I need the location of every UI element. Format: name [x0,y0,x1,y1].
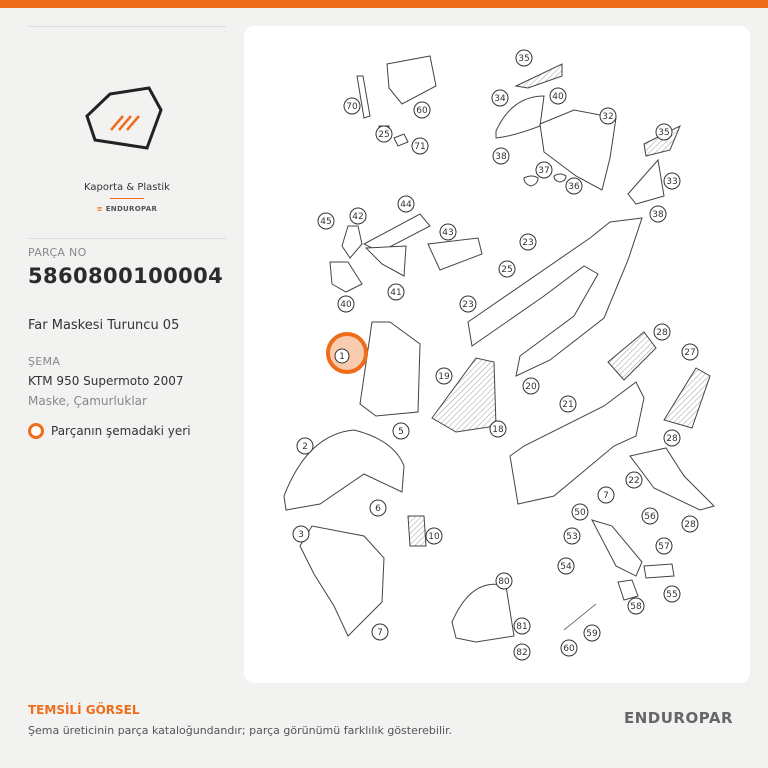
svg-text:20: 20 [525,382,537,392]
svg-text:25: 25 [501,265,513,275]
callout-38b [650,206,666,222]
callout-10 [426,528,442,544]
callout-72 [412,138,428,154]
svg-text:2: 2 [302,442,308,452]
part-number-label: PARÇA NO [28,246,87,259]
svg-text:56: 56 [644,512,656,522]
svg-text:81: 81 [516,622,528,632]
callout-37 [550,88,566,104]
svg-text:54: 54 [560,562,572,572]
callout-80 [496,573,512,589]
svg-text:71: 71 [414,142,426,152]
callout-24b [499,261,515,277]
top-accent-bar [0,0,768,8]
svg-text:40: 40 [340,300,352,310]
svg-text:50: 50 [574,508,586,518]
svg-text:38: 38 [495,152,507,162]
svg-text:53: 53 [566,532,578,542]
callout-30 [600,108,616,124]
callout-25b [682,516,698,532]
svg-text:33: 33 [666,177,678,187]
legend-text: Parçanın şemadaki yeri [51,424,191,438]
body-panel-icon [67,70,187,170]
callout-33 [656,124,672,140]
divider-mid [28,238,226,239]
svg-text:7: 7 [377,628,383,638]
part-number: 5860800100004 [28,264,224,288]
footer-note: Şema üreticinin parça kataloğundandır; parça görünümü farklılık gösterebilir. [28,724,453,737]
callout-19 [436,368,452,384]
svg-text:10: 10 [428,532,440,542]
orange-ring-icon [28,423,44,439]
callout-55 [664,586,680,602]
callout-22 [626,472,642,488]
svg-text:55: 55 [666,590,678,600]
svg-text:42: 42 [352,212,364,222]
callout-31 [664,173,680,189]
brand-small-text: ENDUROPAR [105,205,158,213]
callout-24a [376,126,392,142]
svg-text:3: 3 [298,530,304,540]
svg-text:57: 57 [658,542,670,552]
callout-5 [393,423,409,439]
callout-23b [460,296,476,312]
callout-18 [490,421,506,437]
callout-45 [318,213,334,229]
svg-text:80: 80 [498,577,510,587]
callout-27 [682,344,698,360]
callout-57 [656,538,672,554]
exploded-parts-diagram[interactable] [244,26,750,683]
callout-71 [344,98,360,114]
svg-text:28: 28 [656,328,668,338]
footer-title: TEMSİLİ GÖRSEL [28,703,140,717]
svg-text:38: 38 [652,210,664,220]
svg-text:28: 28 [684,520,696,530]
callout-21 [560,396,576,412]
svg-text:23: 23 [462,300,474,310]
svg-text:28: 28 [666,434,678,444]
svg-text:27: 27 [684,348,696,358]
category-title: Kaporta & Plastik [84,182,170,193]
highlighted-part-number: 1 [339,352,345,362]
svg-text:34: 34 [494,94,506,104]
callout-53 [564,528,580,544]
svg-text:23: 23 [522,238,534,248]
callout-36 [536,162,552,178]
divider-top [28,26,226,27]
svg-text:58: 58 [630,602,642,612]
callout-38a [493,148,509,164]
svg-text:82: 82 [516,648,528,658]
callout-3 [293,526,309,542]
callout-6 [370,500,386,516]
callout-40 [338,296,354,312]
callout-7b [372,624,388,640]
svg-text:59: 59 [586,629,598,639]
footer-brand: ENDUROPAR [624,709,734,727]
schema-categories: Maske, Çamurluklar [28,394,147,408]
svg-text:37: 37 [538,166,550,176]
callout-34 [516,50,532,66]
parts-diagram-panel[interactable] [244,26,750,683]
callout-50 [572,504,588,520]
svg-text:18: 18 [492,425,504,435]
callout-82 [514,644,530,660]
svg-text:35: 35 [658,128,670,138]
highlighted-part-marker[interactable] [328,334,366,372]
svg-text:60: 60 [563,644,575,654]
svg-text:60: 60 [416,106,428,116]
svg-text:36: 36 [568,182,580,192]
svg-text:32: 32 [602,112,614,122]
svg-text:35: 35 [518,54,530,64]
svg-text:7: 7 [603,491,609,501]
svg-text:6: 6 [375,504,381,514]
svg-text:19: 19 [438,372,450,382]
callout-20 [523,378,539,394]
svg-text:40: 40 [552,92,564,102]
callout-59 [584,625,600,641]
vehicle-model: KTM 950 Supermoto 2007 [28,374,184,388]
callout-23a [520,234,536,250]
svg-text:43: 43 [442,228,454,238]
callout-2 [297,438,313,454]
category-underline [110,198,144,199]
svg-text:44: 44 [400,200,412,210]
callout-7a [598,487,614,503]
callout-56 [642,508,658,524]
callout-81 [514,618,530,634]
callout-70 [414,102,430,118]
callout-60 [561,640,577,656]
location-legend [28,423,191,439]
callout-44 [398,196,414,212]
callout-58 [628,598,644,614]
svg-text:70: 70 [346,102,358,112]
callout-35 [566,178,582,194]
callout-41 [388,284,404,300]
callout-43 [440,224,456,240]
svg-text:41: 41 [390,288,402,298]
svg-text:45: 45 [320,217,332,227]
schema-label: ŞEMA [28,355,61,368]
callout-28 [654,324,670,340]
svg-text:5: 5 [398,427,404,437]
svg-text:22: 22 [628,476,640,486]
part-name: Far Maskesi Turuncu 05 [28,318,180,333]
brand-mark-icon: ≡ [96,205,106,213]
callout-42 [350,208,366,224]
svg-text:21: 21 [562,400,574,410]
brand-small-logo [28,205,226,213]
svg-text:25: 25 [378,130,390,140]
callout-25a [664,430,680,446]
callout-54 [558,558,574,574]
callout-32 [492,90,508,106]
